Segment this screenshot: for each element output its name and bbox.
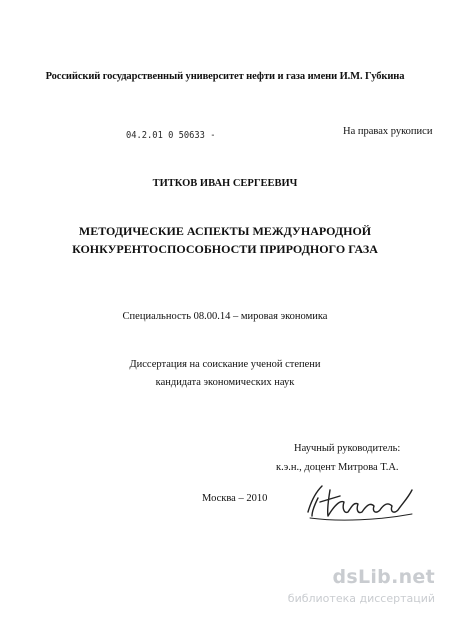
watermark-caption: библиотека диссертаций: [287, 592, 435, 605]
rights-note: На правах рукописи: [343, 126, 433, 137]
advisor-label: Научный руководитель:: [294, 443, 401, 454]
author-name: ТИТКОВ ИВАН СЕРГЕЕВИЧ: [152, 178, 298, 189]
registration-stamp: 04.2.01 0 50633 -: [126, 130, 216, 141]
university-header: Российский государственный университет нефти и газа имени И.М. Губкина: [45, 71, 405, 82]
thesis-title-line-1: МЕТОДИЧЕСКИЕ АСПЕКТЫ МЕЖДУНАРОДНОЙ: [78, 224, 372, 238]
city-year: Москва – 2010: [202, 493, 268, 504]
advisor-name: к.э.н., доцент Митрова Т.А.: [276, 462, 399, 473]
degree-line-1: Диссертация на соискание ученой степени: [129, 359, 321, 370]
degree-line-2: кандидата экономических наук: [155, 377, 295, 388]
handwritten-signature: [300, 476, 420, 526]
dslib-watermark: [270, 566, 445, 612]
watermark-brand: dsLib.net: [332, 566, 435, 588]
thesis-title-line-2: КОНКУРЕНТОСПОСОБНОСТИ ПРИРОДНОГО ГАЗА: [72, 242, 378, 256]
specialty-line: Специальность 08.00.14 – мировая экономика: [122, 311, 328, 322]
